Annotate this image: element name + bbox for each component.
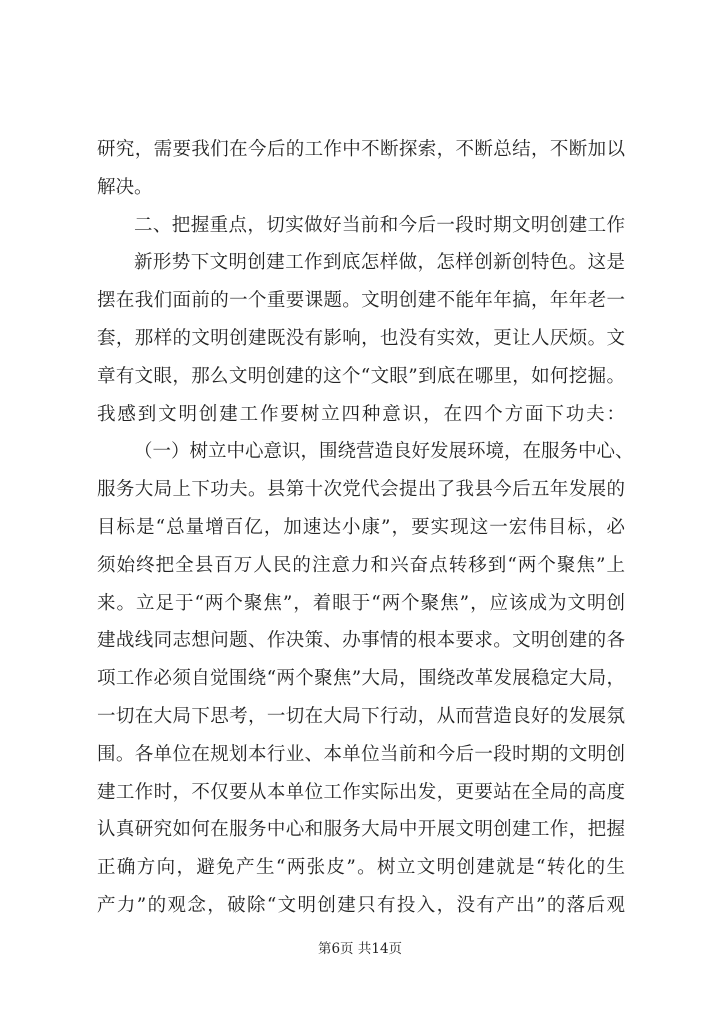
text-line: 摆在我们面前的一个重要课题。文明创建不能年年搞，年年老一: [97, 290, 625, 312]
text-line: 认真研究如何在服务中心和服务大局中开展文明创建工作，把握: [97, 819, 625, 841]
text-line: 套，那样的文明创建既没有影响，也没有实效，更让人厌烦。文: [97, 327, 625, 349]
text-line: 新形势下文明创建工作到底怎样做，怎样创新创特色。这是: [134, 252, 625, 274]
text-line: 目标是“总量增百亿，加速达小康”，要实现这一宏伟目标，必: [97, 516, 625, 538]
text-line: 项工作必须自觉围绕“两个聚焦”大局，围绕改革发展稳定大局，: [97, 668, 625, 690]
text-line: 研究，需要我们在今后的工作中不断探索，不断总结，不断加以: [97, 139, 625, 160]
page-number-footer: 第6页 共14页: [317, 941, 403, 957]
text-line: 须始终把全县百万人民的注意力和兴奋点转移到“两个聚焦”上: [97, 554, 625, 576]
text-line: 建工作时，不仅要从本单位工作实际出发，更要站在全局的高度: [97, 781, 625, 803]
text-line: 产力”的观念，破除“文明创建只有投入，没有产出”的落后观: [97, 894, 625, 916]
text-line: 正确方向，避免产生“两张皮”。树立文明创建就是“转化的生: [97, 857, 625, 879]
text-line: 章有文眼，那么文明创建的这个“文眼”到底在哪里，如何挖掘。: [97, 365, 625, 387]
text-line: 二、把握重点，切实做好当前和今后一段时期文明创建工作: [134, 214, 625, 236]
text-line: 围。各单位在规划本行业、本单位当前和今后一段时期的文明创: [97, 743, 625, 765]
text-line: 解决。: [97, 176, 153, 198]
text-line: 建战线同志想问题、作决策、办事情的根本要求。文明创建的各: [97, 630, 625, 652]
text-line: （一）树立中心意识，围绕营造良好发展环境，在服务中心、: [134, 441, 634, 463]
text-line: 我感到文明创建工作要树立四种意识，在四个方面下功夫：: [97, 403, 625, 425]
text-line: 服务大局上下功夫。县第十次党代会提出了我县今后五年发展的: [97, 479, 625, 501]
text-line: 一切在大局下思考，一切在大局下行动，从而营造良好的发展氛: [97, 705, 625, 727]
text-line: 来。立足于“两个聚焦”，着眼于“两个聚焦”，应该成为文明创: [97, 592, 625, 614]
body-text: [97, 131, 634, 925]
